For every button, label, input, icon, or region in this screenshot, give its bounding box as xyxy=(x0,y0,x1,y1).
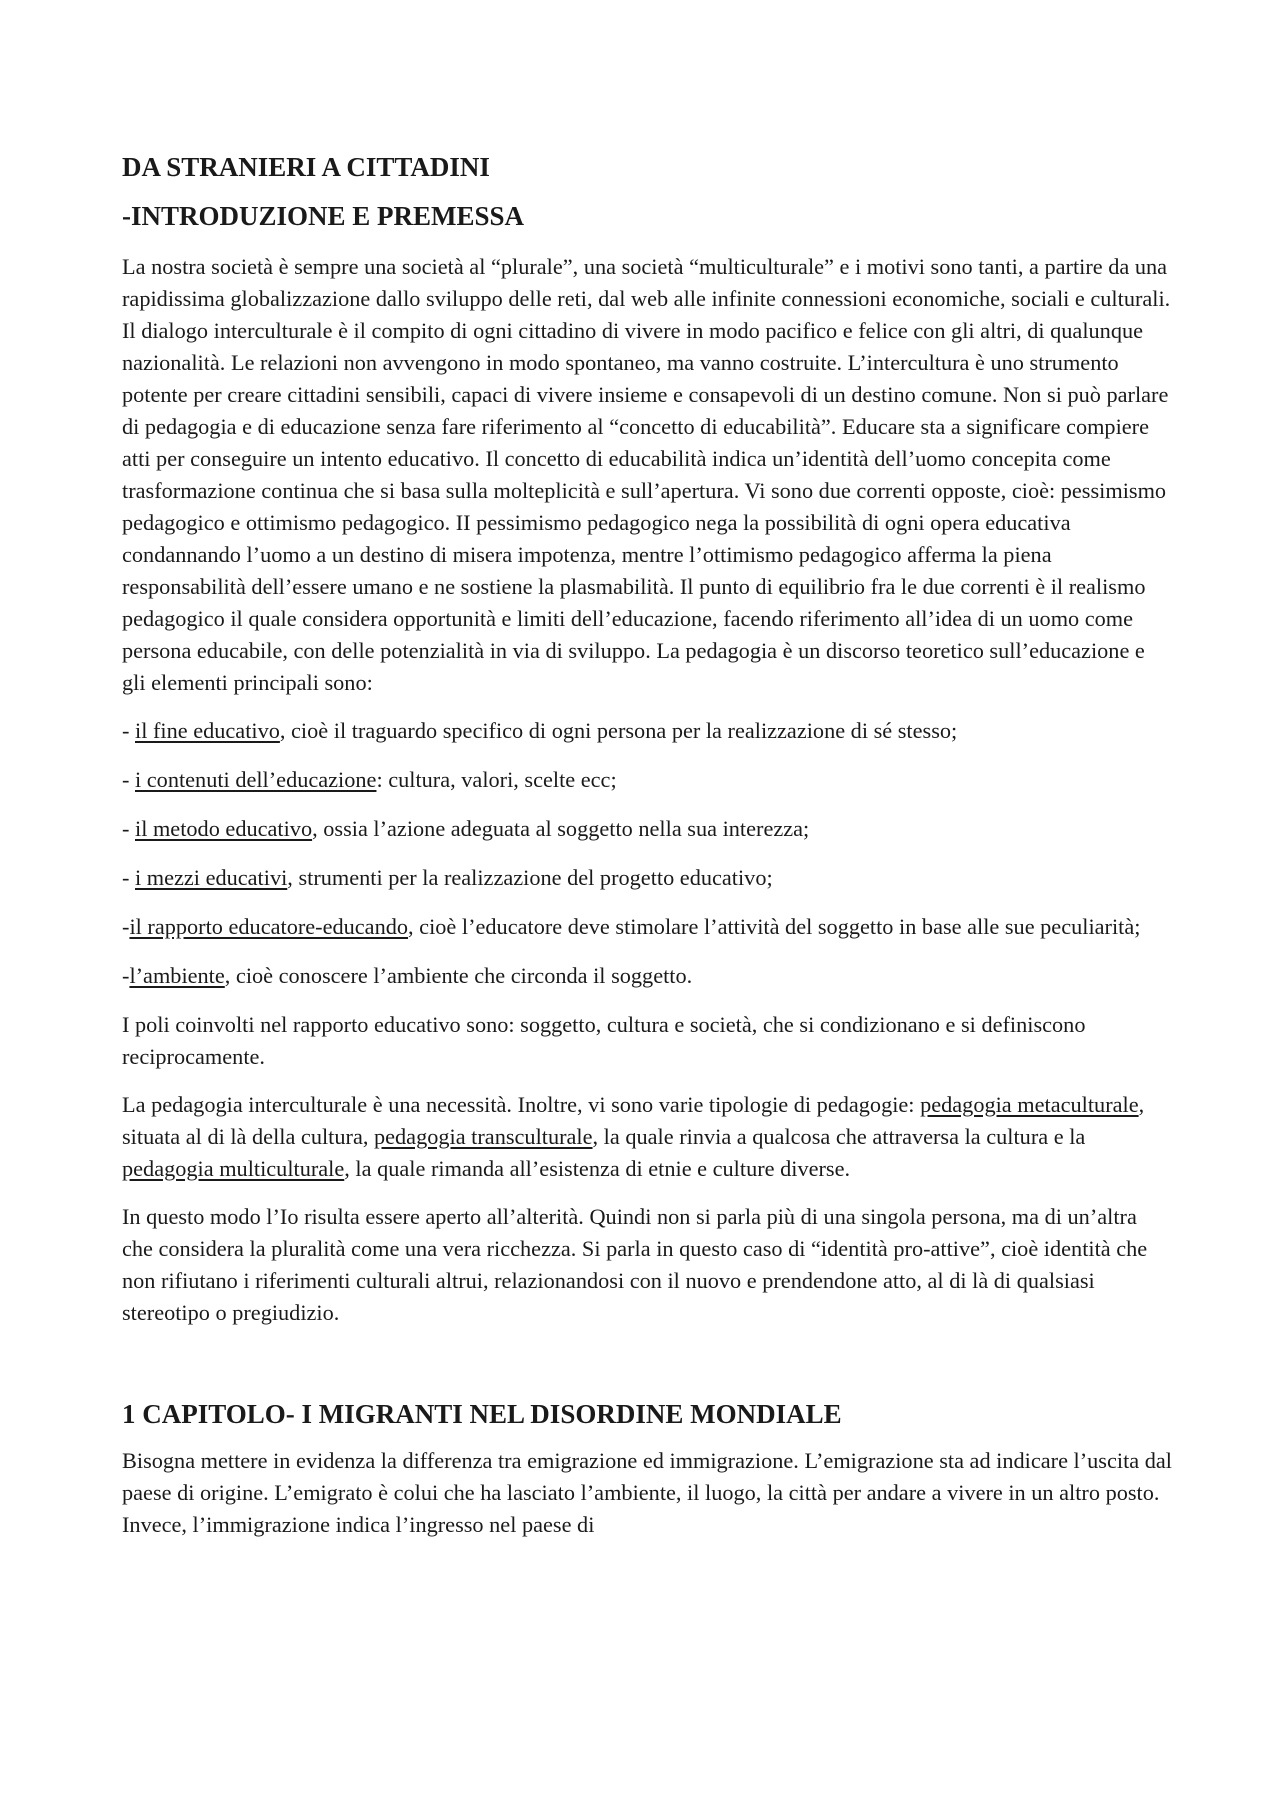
document-page xyxy=(122,150,1172,1557)
list-item: - i contenuti dell’educazione: cultura, valori, scelte ecc; xyxy=(122,767,617,792)
term-pedagogia-transculturale: pedagogia transculturale xyxy=(373,1124,593,1149)
list-item-term: il rapporto educatore-educando xyxy=(129,914,409,939)
list-item: - il fine educativo, cioè il traguardo specifico di ogni persona per la realizzazione di sé stesso; xyxy=(122,718,958,743)
list-item-term: l’ambiente xyxy=(129,963,225,988)
term-pedagogia-multiculturale: pedagogia multiculturale xyxy=(122,1156,345,1181)
chapter-title: 1 CAPITOLO- I MIGRANTI NEL DISORDINE MONDIALE xyxy=(122,1399,842,1429)
list-item: - il metodo educativo, ossia l’azione adeguata al soggetto nella sua interezza; xyxy=(122,816,810,841)
document-title: DA STRANIERI A CITTADINI xyxy=(122,152,490,182)
term-pedagogia-metaculturale: pedagogia metaculturale xyxy=(920,1092,1139,1117)
poli-paragraph: I poli coinvolti nel rapporto educativo sono: soggetto, cultura e società, che si condizionano e si definiscono reciprocamente. xyxy=(122,1012,1086,1069)
io-paragraph: In questo modo l’Io risulta essere aperto all’alterità. Quindi non si parla più di una singola persona, ma di un’altra che considera la pluralità come una vera ricchezza. Si parla in questo caso di “identità pro-attive”, cioè identità che non rifiutano i riferimenti culturali altrui, relazionandosi con il nuovo e prendendone atto, al di là di qualsiasi stereotipo o pregiudizio. xyxy=(122,1204,1148,1325)
list-item-term: il fine educativo xyxy=(135,718,280,743)
list-item: - i mezzi educativi, strumenti per la realizzazione del progetto educativo; xyxy=(122,865,773,890)
list-item-term: il metodo educativo xyxy=(135,816,313,841)
list-item-term: i contenuti dell’educazione xyxy=(135,767,377,792)
list-item: -il rapporto educatore-educando, cioè l’educatore deve stimolare l’attività del soggetto in base alle sue peculiarità; xyxy=(122,914,1141,939)
section-subtitle: -INTRODUZIONE E PREMESSA xyxy=(122,201,525,231)
pedagogia-paragraph: La pedagogia interculturale è una necessità. Inoltre, vi sono varie tipologie di pedagogie: pedagogia metaculturale, situata al di là della cultura, pedagogia transculturale, la quale rinvia a qualcosa che attraversa la cultura e la pedagogia multiculturale, la quale rimanda all’esistenza di etnie e culture diverse. xyxy=(122,1092,1145,1181)
list-item: -l’ambiente, cioè conoscere l’ambiente che circonda il soggetto. xyxy=(122,963,693,988)
intro-paragraph: La nostra società è sempre una società al “plurale”, una società “multiculturale” e i motivi sono tanti, a partire da una rapidissima globalizzazione dallo sviluppo delle reti, dal web alle infinite connessioni economiche, sociali e culturali. Il dialogo interculturale è il compito di ogni cittadino di vivere in modo pacifico e felice con gli altri, di qualunque nazionalità. Le relazioni non avvengono in modo spontaneo, ma vanno costruite. L’intercultura è uno strumento potente per creare cittadini sensibili, capaci di vivere insieme e consapevoli di un destino comune. Non si può parlare di pedagogia e di educazione senza fare riferimento al “concetto di educabilità”. Educare sta a significare compiere atti per conseguire un intento educativo. Il concetto di educabilità indica un’identità dell’uomo concepita come trasformazione continua che si basa sulla molteplicità e sull’apertura. Vi sono due correnti opposte, cioè: pessimismo pedagogico e ottimismo pedagogico. II pessimismo pedagogico nega la possibilità di ogni opera educativa condannando l’uomo a un destino di misera impotenza, mentre l’ottimismo pedagogico afferma la piena responsabilità dell’essere umano e ne sostiene la plasmabilità. Il punto di equilibrio fra le due correnti è il realismo pedagogico il quale considera opportunità e limiti dell’educazione, facendo riferimento all’idea di un uomo come persona educabile, con delle potenzialità in via di sviluppo. La pedagogia è un discorso teoretico sull’educazione e gli elementi principali sono: xyxy=(122,254,1171,695)
list-item-term: i mezzi educativi xyxy=(135,865,288,890)
chapter-paragraph: Bisogna mettere in evidenza la differenza tra emigrazione ed immigrazione. L’emigrazione sta ad indicare l’uscita dal paese di origine. L’emigrato è colui che ha lasciato l’ambiente, il luogo, la città per andare a vivere in un altro posto. Invece, l’immigrazione indica l’ingresso nel paese di xyxy=(122,1448,1172,1537)
